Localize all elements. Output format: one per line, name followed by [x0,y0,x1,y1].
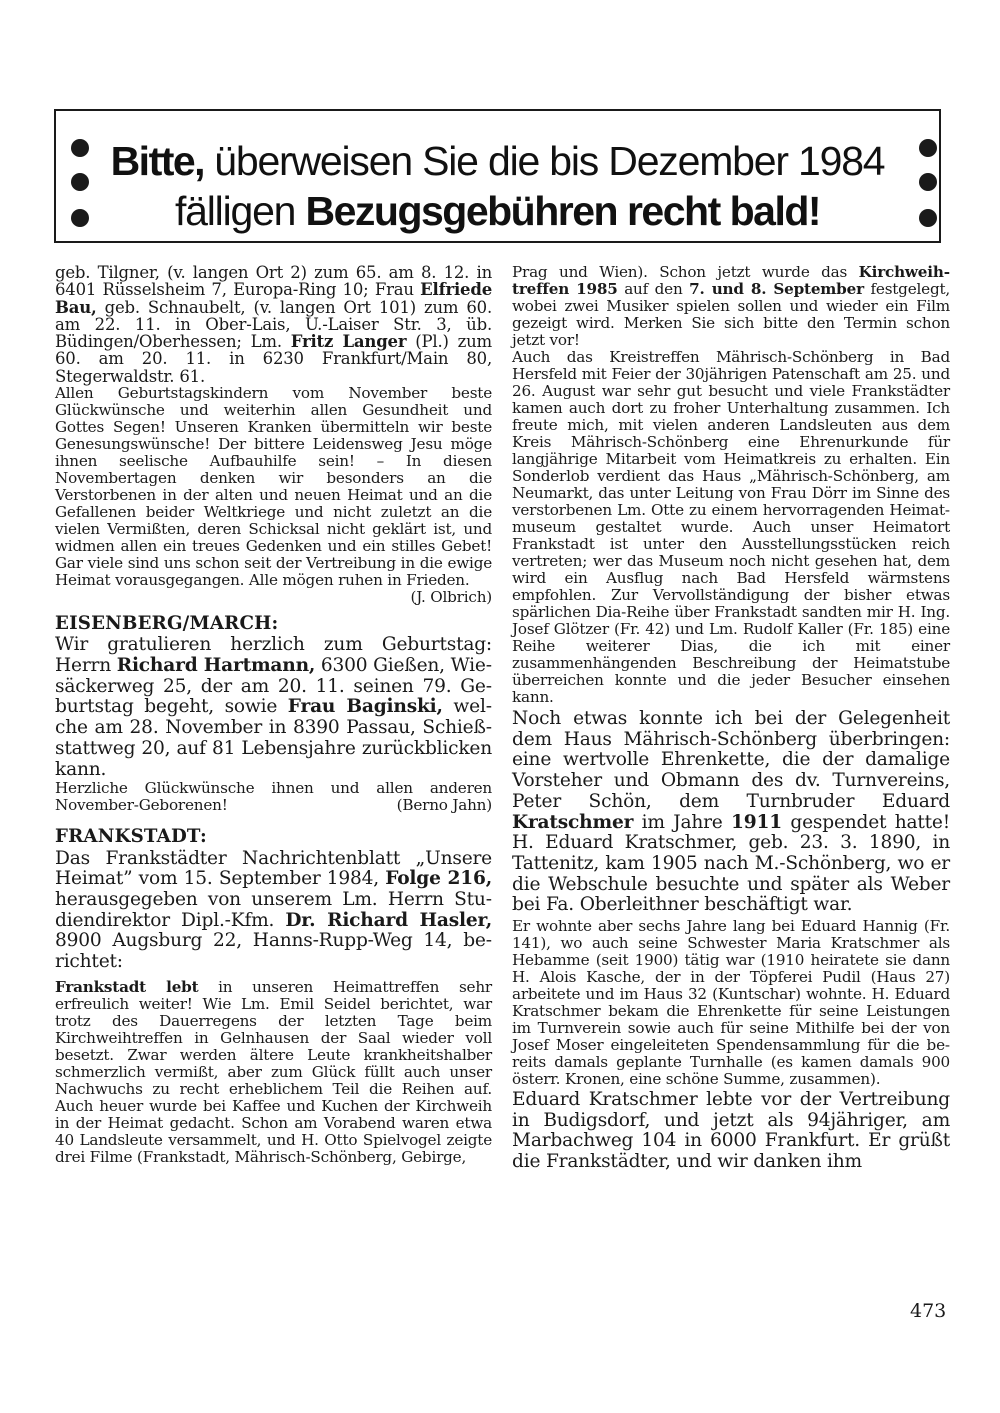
frankstadt-intro-paragraph [55,849,492,973]
notice-line-2 [56,188,939,234]
text: Prag und Wien). Schon jetzt wurde das [512,263,859,281]
text: (Pl.) zum 60. am 20. 11. in 6230 Frankfurt/Main 80, Stegerwaldstr. 61. [55,332,492,386]
text: 6300 Gießen, Wiesäckerweg 25, der am 20. 11. seinen 79. Geburtstag begeht, sowie [55,655,492,718]
right-column [512,264,950,1173]
ehrenkette-paragraph [512,709,950,916]
text: geb. Tilgner, (v. langen Ort 2) zum 65. am 8. 12. in 6401 Rüsselsheim 7, Europa-Ring 10; Frau [55,263,492,300]
year: 1911 [731,811,782,833]
person-name: Richard Hartmann, [116,655,316,677]
text: November-Geborenen! [55,796,228,815]
section-heading-frankstadt: FRANKSTADT: [55,826,207,848]
notice-line-1 [56,138,939,184]
kirchweih-paragraph [512,264,950,349]
person-name: Fritz Langer [290,332,407,352]
issue-number: Folge 216, [385,868,492,890]
notice-text: fälligen [174,188,306,234]
person-name: Dr. Richard Hasler, [285,909,492,931]
text: festgelegt, wobei zwei Musiker spielen sollen und wieder ein Film gezeigt wird. Merken Sie sich bitte den Termin schon jetzt vor! [512,280,950,349]
text: gespendet hatte! H. Eduard Kratschmer, geb. 23. 3. 1890, in Tattenitz, kam 1905 nach M.-Schönberg, wo er die Webschule besuchte und später als Weber bei Fa. Oberleithner beschäftigt war. [512,811,950,916]
notice-text: überweisen Sie die bis Dezember 1984 [204,138,885,184]
notice-emphasis: Bitte, [110,138,205,184]
person-name: Elfriede Bau, [55,280,492,317]
frankstadt-report-paragraph [55,979,492,1166]
text: auf den [617,280,690,298]
text: welche am 28. November in 8390 Passau, Schießstattweg 20, auf 81 Lebensjahre zurückblicken kann. [55,696,492,780]
emphasis: 7. und 8. September [689,280,864,298]
signature: (Berno Jahn) [396,796,492,815]
eisenberg-greeting: Herzliche Glückwünsche ihnen und allen anderen [55,779,492,798]
emphasis: Frankstadt lebt [55,977,199,996]
text: Wir gratulieren herzlich zum Geburtstag: Herrn [55,634,492,677]
text: im Jahre [633,811,732,833]
closing-paragraph: Eduard Kratschmer lebte vor der Vertreibung in Budigsdorf, und jetzt als 94jähriger, am Marbachweg 104 in 6000 Frankfurt. Er grüßt die Frankstädter, und wir danken ihm [512,1089,950,1173]
left-column [55,264,492,1166]
greetings-paragraph: Allen Geburtstagskindern vom November beste Glückwünsche und weiterhin allen Gesundheit und Gottes Segen! Unseren Kranken übermitteln wir beste Genesungswünsche! Der bittere Leidensweg Jesu möge ihnen seelische Aufbauhilfe sein! – In diesen Novembertagen denken wir besonders an die Verstorbenen in der alten und neuen Heimat und an die Gefallenen beider Weltkriege und nicht zuletzt an die vielen Vermißten, deren Schicksal nicht geklärt ist, und widmen allen ein treues Gedenken und ein stilles Gebet! Gar viele sind uns schon seit der Vertreibung in die ewige Heimat vorausgegangen. Alle mögen ruhen in Frieden. [55,384,492,590]
text: herausgegeben von unserem Lm. Herrn Studiendirektor Dipl.-Kfm. [55,889,492,931]
birthday-list-paragraph [55,264,492,385]
payment-reminder-box [54,109,941,243]
eisenberg-closing [55,797,492,814]
text: in unseren Heimattreffen sehr erfreulich weiter! Wie Lm. Emil Seidel berichtet, war trotz des Dauerregens der letzten Tage beim Kirchweihtreffen in Gelnhausen der Saal wieder voll besetzt. Zwar werden ältere Leute krankheitshalber schmerzlich vermißt, aber zum Glück füllt auch unser Nachwuchs zu recht erheblichem Teil die Reihen auf. Auch heuer wurde bei Kaffee und Kuchen der Kirchweih in der Heimat gedacht. Schon am Vorabend waren etwa 40 Landsleute versammelt, und H. Otto Spielvogel zeigte drei Filme (Frankstadt, Mährisch-Schönberg, Gebirge, [55,977,492,1166]
notice-emphasis: Bezugsgebühren recht bald! [305,188,821,234]
text: geb. Schnaubelt, (v. langen Ort 101) zum 60. am 22. 11. in Ober-Lais, U.-Laiser Str. 3, üb. Büdingen/Oberhessen; Lm. [55,297,492,352]
person-name: Kratschmer [512,811,634,833]
person-name: Frau Baginski, [287,696,443,718]
emphasis: Kirchweihtreffen 1985 [512,263,950,298]
hannig-paragraph: Er wohnte aber sechs Jahre lang bei Eduard Hannig (Fr. 141), wo auch seine Schwester Maria Kratschmer als Hebamme (seit 1900) tätig war (1910 heiratete sie dann H. Alois Kasche, der in der Töpferei Pudil (Haus 27) arbeitete und im Haus 32 (Kuntschar) wohnte. H. Eduard Kratschmer bekam die Ehrenkette für seine Leistungen im Turnverein sowie auch für seine Mithilfe bei der von Josef Moser eingeleiteten Spendensammlung für die bereits damals geplante Turnhalle (es kamen damals 900 österr. Kronen, eine schöne Summe, zusammen). [512,917,950,1089]
eisenberg-paragraph [55,635,492,780]
text: Noch etwas konnte ich bei der Gelegenheit dem Haus Mährisch-Schönberg überbringen: eine wertvolle Ehrenkette, die der damalige Vorsteher und Obmann des dv. Turnvereins, Peter Schön, dem Turnbruder Eduard [512,708,950,812]
page-number: 473 [910,1300,947,1322]
signature: (J. Olbrich) [410,588,492,607]
text: Das Frankstädter Nachrichtenblatt „Unsere Heimat” vom 15. September 1984, [55,847,492,890]
section-heading-eisenberg: EISENBERG/MARCH: [55,613,279,635]
kreistreffen-paragraph: Auch das Kreistreffen Mährisch-Schönberg in Bad Hersfeld mit Feier der 30jährigen Patenschaft am 25. und 26. August war sehr gut besucht und viele Frankstädter kamen auch dort zu froher Unterhaltung zusammen. Ich freute mich, mit vielen anderen Landsleuten aus dem Kreis Mährisch-Schönberg eine Ehrenurkunde für langjährige Mitarbeit vom Heimatkreis zu erhalten. Ein Sonderlob verdient das Haus „Mährisch-Schönberg, am Neumarkt, das unter Leitung von Frau Dörr im Sinne des verstorbenen Lm. Otte zu einem hervorragenden Heimatmuseum gestaltet wurde. Auch unser Heimatort Frankstadt ist unter den Ausstellungsstücken reich vertreten; wer das Museum noch nicht gesehen hat, dem wird ein Ausflug nach Bad Hersfeld wärmstens empfohlen. Zur Vervollständigung der bisher etwas spärlichen Dia-Reihe über Frankstadt sandten mir H. Ing. Josef Glötzer (Fr. 42) und Lm. Rudolf Kaller (Fr. 185) eine Reihe weiterer Dias, die ich mit einer zusammenhängenden Beschreibung der Heimatstube überreichen konnte und die jeder Besucher einsehen kann. [512,348,950,706]
text: 8900 Augsburg 22, Hanns-Rupp-Weg 14, berichtet: [55,930,492,973]
